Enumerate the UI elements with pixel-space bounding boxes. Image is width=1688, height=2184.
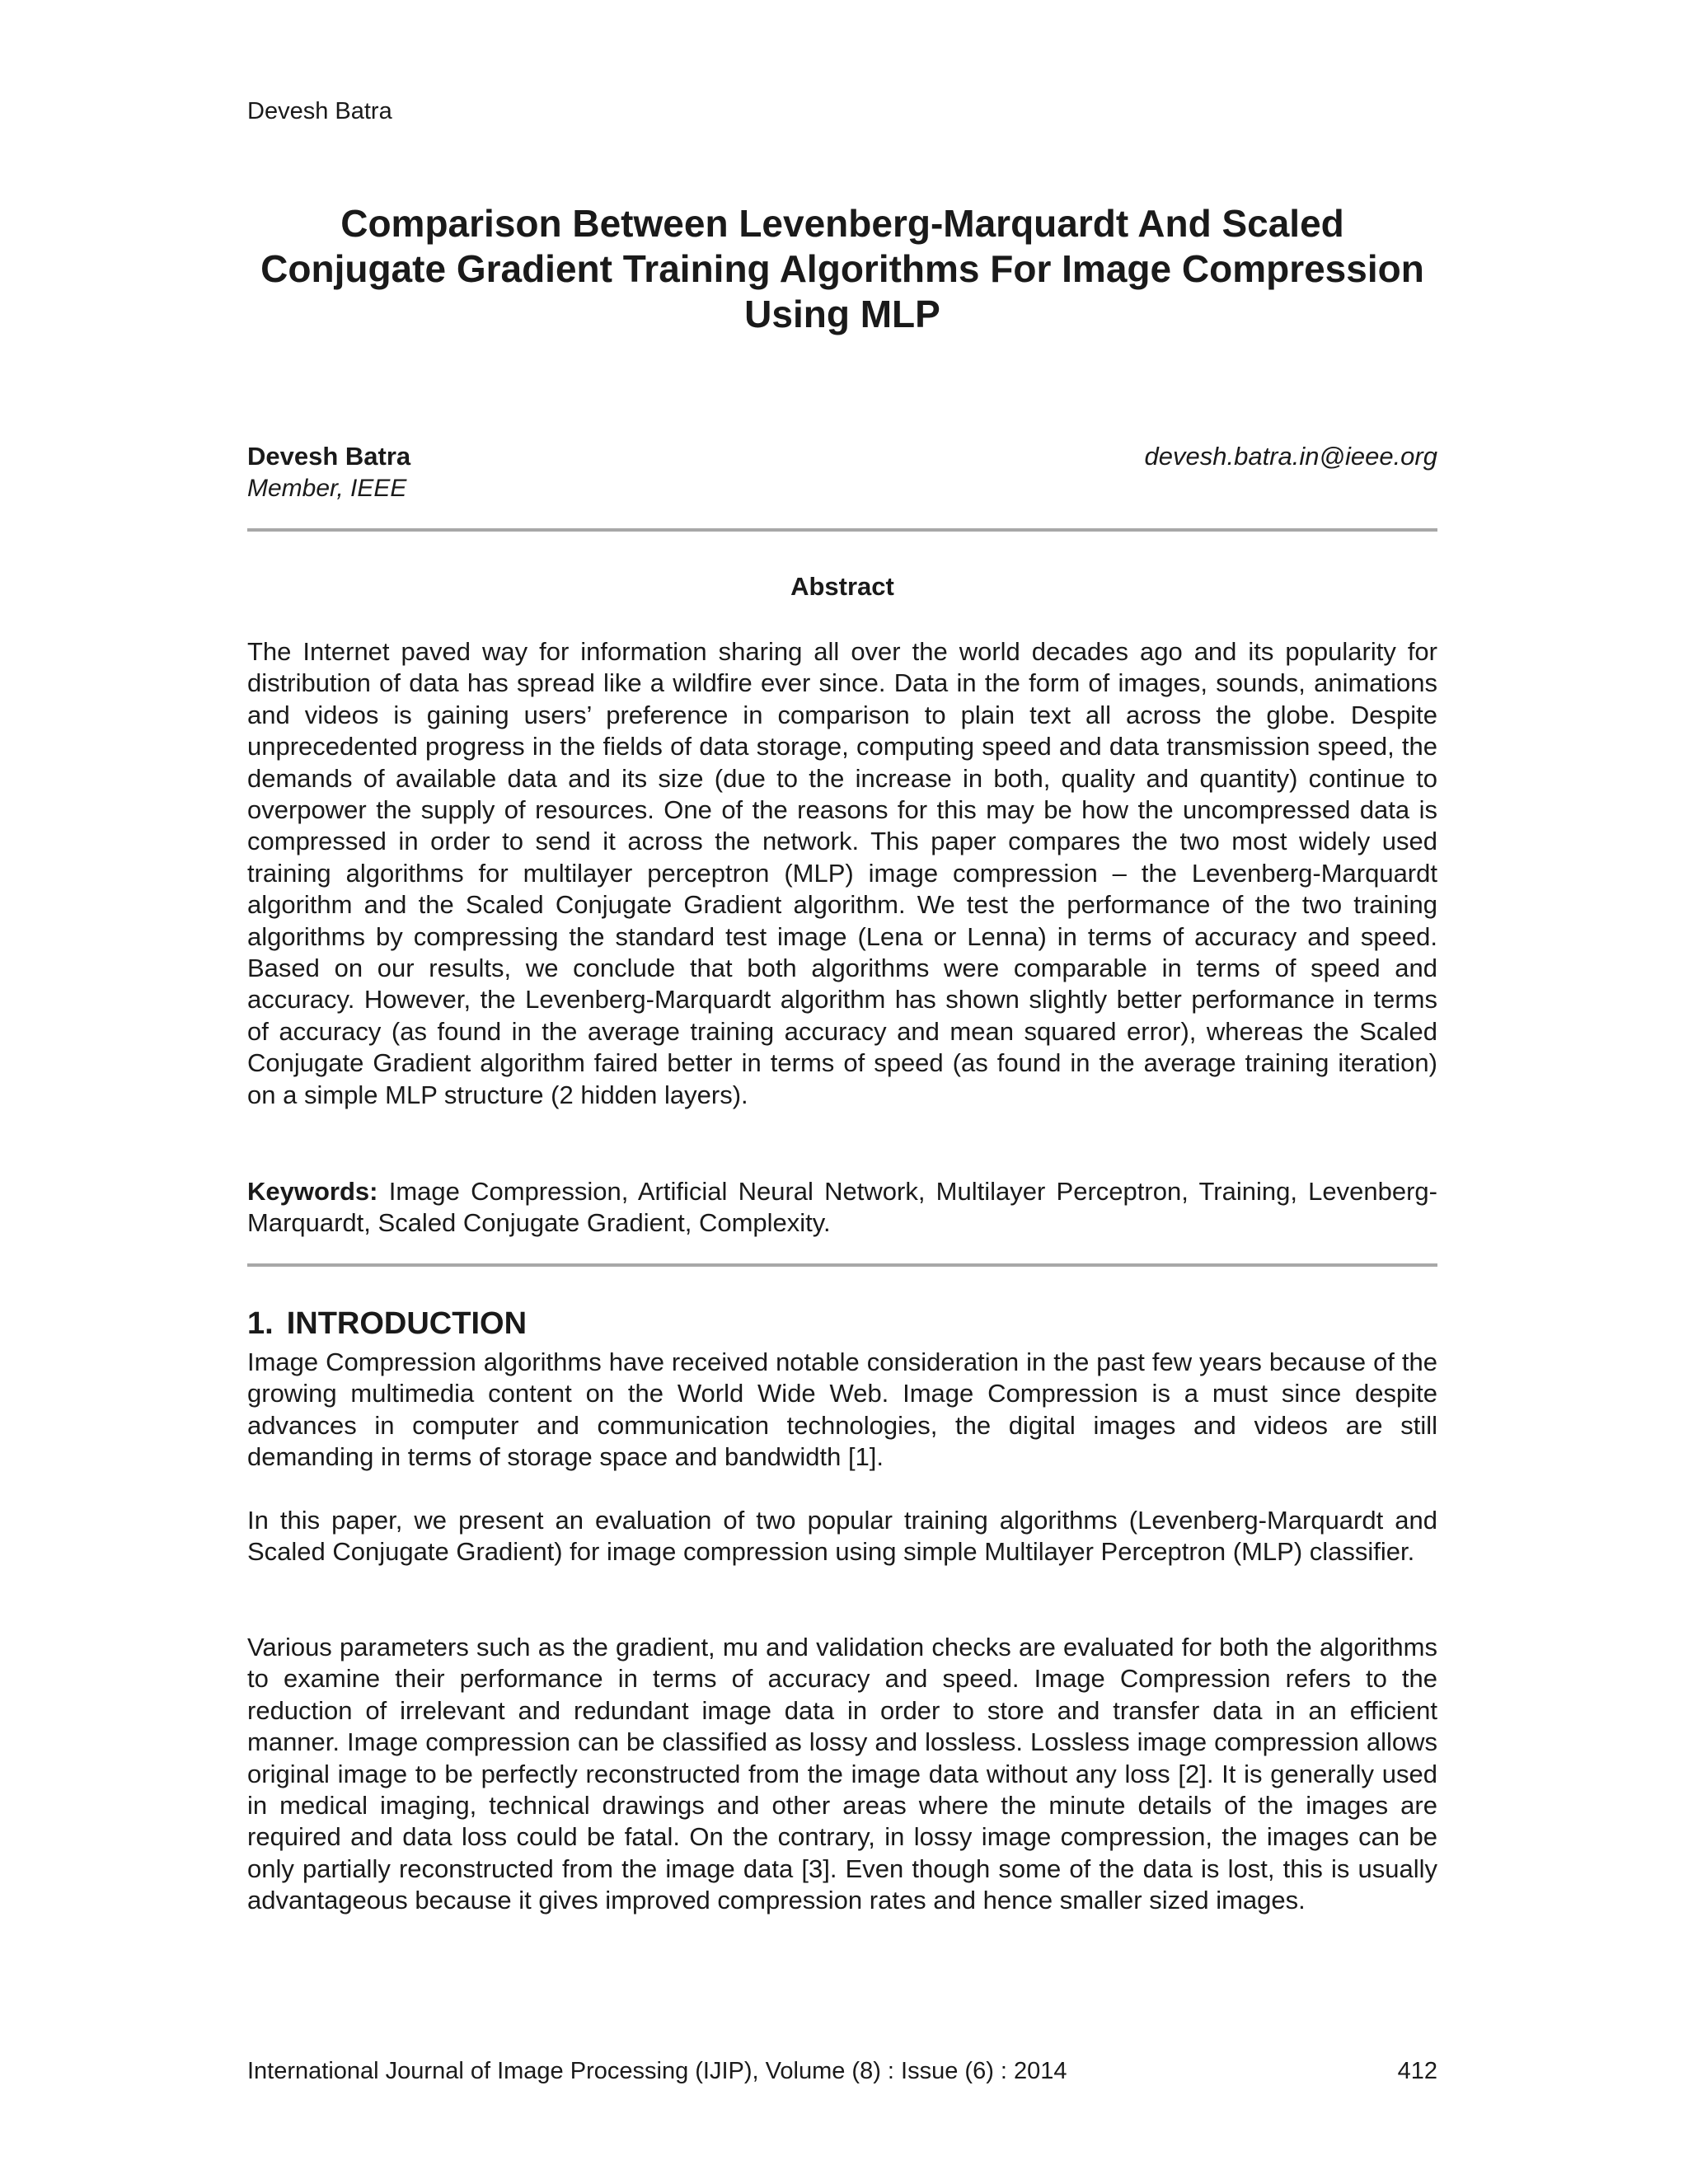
abstract-body: The Internet paved way for information sharing all over the world decades ago and its popularity for distribution of data has spread like a wildfire ever since. Data in the form of images, sounds, animations and videos is gaining users’ preference in comparison to plain text all across the globe. Despite unprecedented progress in the fields of data storage, computing speed and data transmission speed, the demands of available data and its size (due to the increase in both, quality and quantity) continue to overpower the supply of resources. One of the reasons for this may be how the uncompressed data is compressed in order to send it across the network. This paper compares the two most widely used training algorithms for multilayer perceptron (MLP) image compression – the Levenberg-Marquardt algorithm and the Scaled Conjugate Gradient algorithm. We test the performance of the two training algorithms by compressing the standard test image (Lena or Lenna) in terms of accuracy and speed. Based on our results, we conclude that both algorithms were comparable in terms of speed and accuracy. However, the Levenberg-Marquardt algorithm has shown slightly better performance in terms of accuracy (as found in the average training accuracy and mean squared error), whereas the Scaled Conjugate Gradient algorithm faired better in terms of speed (as found in the average training iteration) on a simple MLP structure (2 hidden layers).: [247, 637, 1437, 1109]
page-number: 412: [1397, 2058, 1437, 2084]
section-number: 1.: [247, 1306, 274, 1341]
keywords: [247, 1176, 1437, 1240]
intro-paragraph-3: Various parameters such as the gradient, mu and validation checks are evaluated for both the algorithms to examine their performance in terms of accuracy and speed. Image Compression refers to the reduction of irrelevant and redundant image data in order to store and transfer data in an efficient manner. Image compression can be classified as lossy and lossless. Lossless image compression allows original image to be perfectly reconstructed from the image data without any loss [2]. It is generally used in medical imaging, technical drawings and other areas where the minute details of the images are required and data loss could be fatal. On the contrary, in lossy image compression, the images can be only partially reconstructed from the image data [3]. Even though some of the data is lost, this is usually advantageous because it gives improved compression rates and hence smaller sized images.: [247, 1633, 1437, 1915]
intro-paragraph-1: Image Compression algorithms have received notable consideration in the past few years because of the growing multimedia content on the World Wide Web. Image Compression is a must since despite advances in computer and communication technologies, the digital images and videos are still demanding in terms of storage space and bandwidth [1].: [247, 1347, 1437, 1472]
intro-paragraph-2: In this paper, we present an evaluation of two popular training algorithms (Levenberg-Marquardt and Scaled Conjugate Gradient) for image compression using simple Multilayer Perceptron (MLP) classifier.: [247, 1506, 1437, 1567]
paper-page: [247, 0, 1437, 2184]
author-name: Devesh Batra: [247, 442, 411, 471]
keywords-label: Keywords:: [247, 1177, 378, 1206]
paper-title: Comparison Between Levenberg-Marquardt And Scaled Conjugate Gradient Training Algorithms For Image Compression Using MLP: [260, 202, 1424, 335]
author-affiliation: Member, IEEE: [247, 475, 407, 502]
running-head: Devesh Batra: [247, 98, 392, 124]
section-heading-introduction: [247, 1305, 527, 1342]
section-title: INTRODUCTION: [286, 1306, 528, 1341]
keywords-text: Image Compression, Artificial Neural Network, Multilayer Perceptron, Training, Levenberg-Marquardt, Scaled Conjugate Gradient, Complexity.: [247, 1177, 1437, 1238]
divider-bottom: [247, 1263, 1437, 1267]
footer-journal: International Journal of Image Processing (IJIP), Volume (8) : Issue (6) : 2014: [247, 2058, 1067, 2084]
author-email[interactable]: devesh.batra.in@ieee.org: [1144, 442, 1437, 471]
author-block: [247, 442, 1437, 508]
divider-top: [247, 528, 1437, 532]
abstract-heading: Abstract: [790, 572, 894, 601]
